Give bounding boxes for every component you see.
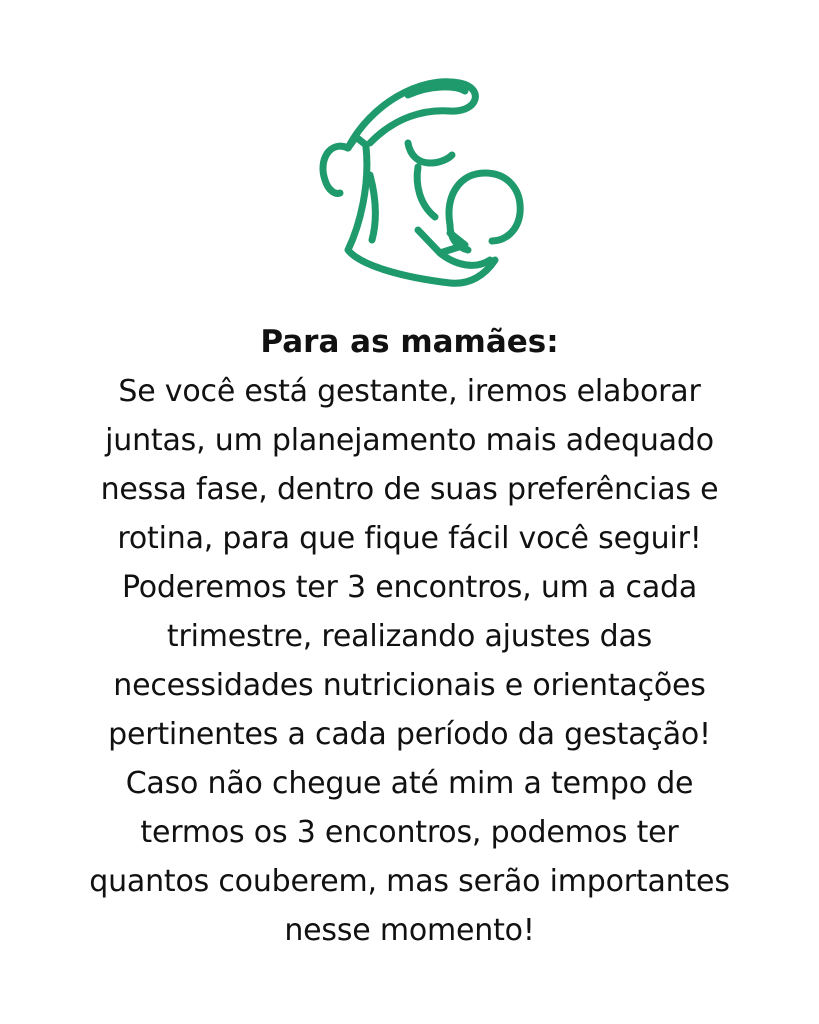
content-text-block [20, 318, 799, 955]
body-line: pertinentes a cada período da gestação! [108, 717, 711, 752]
body-line: juntas, um planejamento mais adequado [105, 423, 714, 458]
body-line: nessa fase, dentro de suas preferências e [100, 472, 719, 507]
body-line: rotina, para que fique fácil você seguir! [117, 521, 702, 556]
body-line: Se você está gestante, iremos elaborar [118, 374, 701, 409]
body-line: Poderemos ter 3 encontros, um a cada [121, 570, 698, 605]
body-line: quantos couberem, mas serão importantes [89, 864, 730, 899]
heading: Para as mamães: [260, 324, 559, 360]
body-line: trimestre, realizando ajustes das [166, 619, 653, 654]
body-line: nesse momento! [284, 913, 535, 948]
body-line: necessidades nutricionais e orientações [113, 668, 706, 703]
body-paragraph [20, 367, 799, 955]
mother-breastfeeding-baby-icon [300, 55, 530, 295]
body-line: Caso não chegue até mim a tempo de [125, 766, 694, 801]
body-line: termos os 3 encontros, podemos ter [140, 815, 679, 850]
